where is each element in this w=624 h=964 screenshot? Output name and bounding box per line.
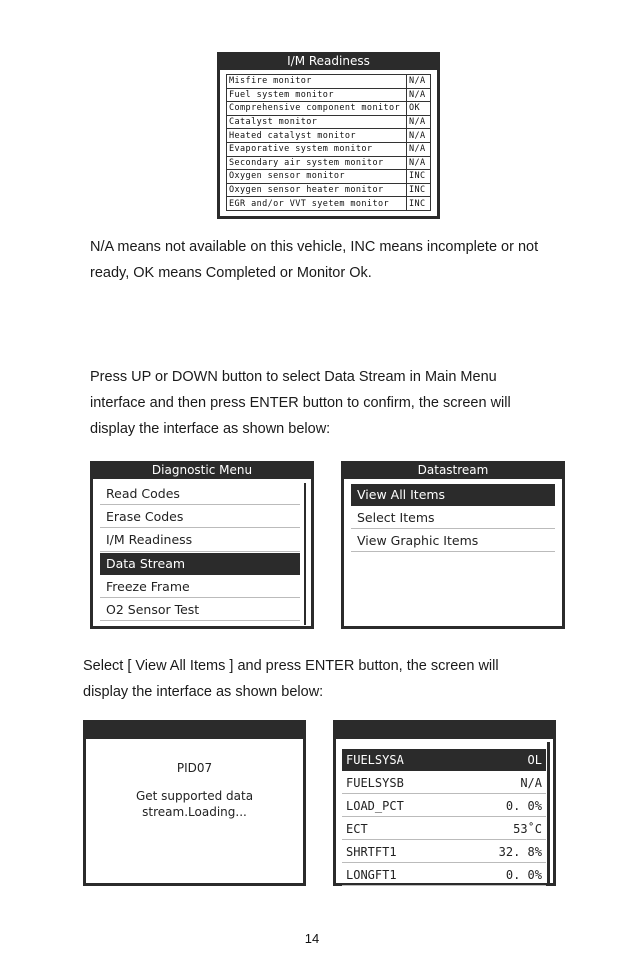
im-readiness-row	[227, 102, 431, 116]
diagnostic-menu-scrollbar[interactable]	[304, 483, 306, 625]
im-readiness-row	[227, 129, 431, 143]
datastream-menu-body	[344, 479, 562, 626]
pid-name: FUELSYSB	[346, 776, 404, 790]
im-readiness-table	[226, 74, 431, 211]
monitor-status: INC	[407, 183, 431, 197]
data-value-row[interactable]	[342, 864, 546, 886]
monitor-status: N/A	[407, 75, 431, 89]
pid-name: ECT	[346, 822, 368, 836]
datastream-menu-item[interactable]: View All Items	[351, 484, 555, 506]
pid-name: FUELSYSA	[346, 753, 404, 767]
loading-message-line2: stream.Loading...	[142, 805, 247, 819]
datastream-menu-title: Datastream	[417, 463, 489, 477]
loading-pid: PID07	[176, 761, 213, 775]
data-value-row[interactable]	[342, 795, 546, 817]
data-values-screen	[333, 720, 556, 886]
datastream-menu-item[interactable]: Select Items	[351, 507, 555, 529]
im-readiness-row	[227, 142, 431, 156]
data-values-scrollbar[interactable]	[547, 742, 550, 884]
diagnostic-menu-screen	[90, 461, 314, 629]
monitor-name: Heated catalyst monitor	[227, 129, 407, 143]
im-readiness-row	[227, 156, 431, 170]
monitor-name: Oxygen sensor heater monitor	[227, 183, 407, 197]
pid-value: 0. 0%	[505, 799, 542, 813]
monitor-status: INC	[407, 170, 431, 184]
monitor-name: Evaporative system monitor	[227, 142, 407, 156]
im-readiness-row	[227, 88, 431, 102]
loading-screen-body	[86, 739, 303, 883]
data-stream-instruction: Press UP or DOWN button to select Data Stream in Main Menu interface and then press ENTER button to confirm, the screen will display the interface as shown below:	[90, 369, 511, 437]
im-readiness-body	[220, 70, 437, 216]
data-value-row[interactable]	[342, 841, 546, 863]
data-values-body	[336, 739, 553, 883]
datastream-menu-list	[351, 484, 555, 554]
monitor-name: Comprehensive component monitor	[227, 102, 407, 116]
page-number: 14	[304, 931, 320, 946]
im-readiness-row	[227, 197, 431, 211]
monitor-status: OK	[407, 102, 431, 116]
monitor-name: Misfire monitor	[227, 75, 407, 89]
data-value-row[interactable]	[342, 818, 546, 840]
pid-name: LOAD_PCT	[346, 799, 404, 813]
diagnostic-menu-body	[93, 479, 311, 626]
data-value-row[interactable]	[342, 749, 546, 771]
data-value-row[interactable]	[342, 772, 546, 794]
pid-value: 32. 8%	[498, 845, 542, 859]
im-readiness-screen	[217, 52, 440, 219]
pid-value: 53˚C	[513, 822, 542, 836]
im-readiness-title: I/M Readiness	[287, 54, 370, 68]
im-readiness-row	[227, 170, 431, 184]
im-readiness-row	[227, 75, 431, 89]
diagnostic-menu-item[interactable]: Read Codes	[100, 483, 300, 505]
data-values-list	[342, 749, 546, 889]
monitor-status: N/A	[407, 142, 431, 156]
diagnostic-menu-item[interactable]: Data Stream	[100, 553, 300, 575]
im-readiness-row	[227, 183, 431, 197]
pid-value: 0. 0%	[505, 868, 542, 882]
diagnostic-menu-item[interactable]: Freeze Frame	[100, 576, 300, 598]
monitor-name: Catalyst monitor	[227, 115, 407, 129]
monitor-name: EGR and/or VVT syetem monitor	[227, 197, 407, 211]
diagnostic-menu-item[interactable]: O2 Sensor Test	[100, 599, 300, 621]
monitor-name: Oxygen sensor monitor	[227, 170, 407, 184]
loading-screen	[83, 720, 306, 886]
im-readiness-row	[227, 115, 431, 129]
monitor-status: N/A	[407, 88, 431, 102]
pid-value: OL	[527, 753, 542, 767]
monitor-status: N/A	[407, 129, 431, 143]
diagnostic-menu-list	[100, 483, 300, 627]
loading-message-line1: Get supported data	[135, 789, 254, 803]
monitor-status: N/A	[407, 115, 431, 129]
monitor-name: Secondary air system monitor	[227, 156, 407, 170]
datastream-menu-screen	[341, 461, 565, 629]
datastream-menu-item[interactable]: View Graphic Items	[351, 530, 555, 552]
monitor-status: N/A	[407, 156, 431, 170]
diagnostic-menu-item[interactable]: I/M Readiness	[100, 529, 300, 551]
diagnostic-menu-item[interactable]: Erase Codes	[100, 506, 300, 528]
pid-name: SHRTFT1	[346, 845, 397, 859]
diagnostic-menu-title: Diagnostic Menu	[151, 463, 253, 477]
pid-name: LONGFT1	[346, 868, 397, 882]
pid-value: N/A	[520, 776, 542, 790]
view-all-instruction: Select [ View All Items ] and press ENTER button, the screen will display the interface as shown below:	[83, 658, 499, 700]
monitor-status: INC	[407, 197, 431, 211]
status-legend-text: N/A means not available on this vehicle, INC means incomplete or not ready, OK means Completed or Monitor Ok.	[90, 239, 539, 281]
monitor-name: Fuel system monitor	[227, 88, 407, 102]
